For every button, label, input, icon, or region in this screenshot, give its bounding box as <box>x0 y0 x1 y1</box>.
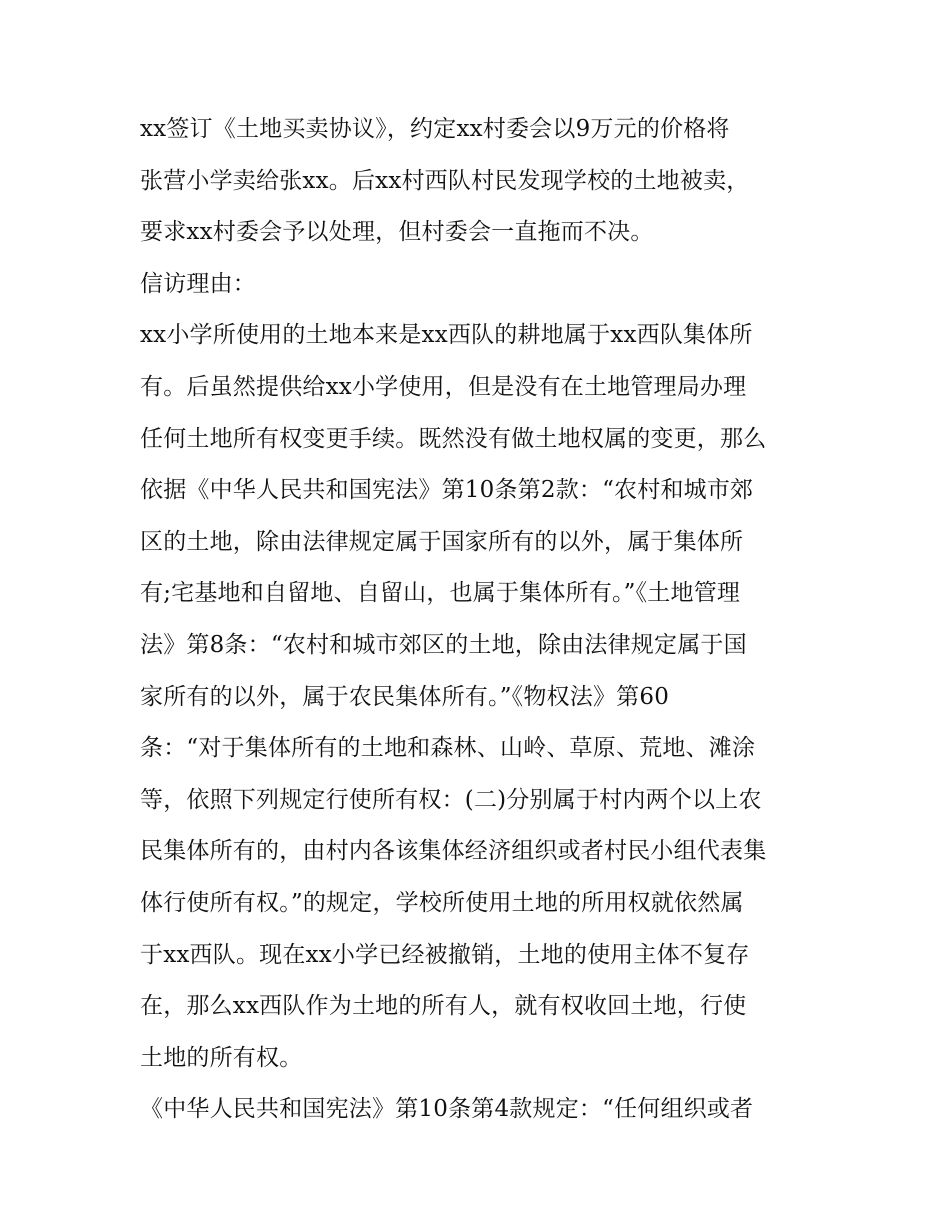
text-line: 张营小学卖给张xx。后xx村西队村民发现学校的土地被卖， <box>140 167 750 194</box>
text-line: 于xx西队。现在xx小学已经被撤销，土地的使用主体不复存 <box>140 941 750 968</box>
text-line: 等，依照下列规定行使所有权：(二)分别属于村内两个以上农 <box>140 786 762 813</box>
text-line: 条：“对于集体所有的土地和森林、山岭、草原、荒地、滩涂 <box>140 735 756 762</box>
document-body <box>140 104 820 1136</box>
text-line: 体行使所有权。”的规定，学校所使用土地的所用权就依然属 <box>140 889 744 916</box>
text-line: 土地的所有权。 <box>140 1044 303 1071</box>
text-line: 依据《中华人民共和国宪法》第10条第2款：“农村和城市郊 <box>140 477 754 504</box>
text-line: xx小学所使用的土地本来是xx西队的耕地属于xx西队集体所 <box>140 322 753 349</box>
text-line: xx签订《土地买卖协议》，约定xx村委会以9万元的价格将 <box>140 116 730 142</box>
text-line: 有。后虽然提供给xx小学使用，但是没有在土地管理局办理 <box>140 373 747 400</box>
text-line: 法》第8条：“农村和城市郊区的土地，除由法律规定属于国 <box>140 631 747 658</box>
section-heading: 信访理由： <box>140 270 256 297</box>
text-line: 民集体所有的，由村内各该集体经济组织或者村民小组代表集 <box>140 838 767 865</box>
text-line: 任何土地所有权变更手续。既然没有做土地权属的变更，那么 <box>140 425 767 452</box>
text-line: 在，那么xx西队作为土地的所有人，就有权收回土地，行使 <box>140 993 747 1020</box>
text-line: 有;宅基地和自留地、自留山，也属于集体所有。”《土地管理 <box>140 580 741 607</box>
text-line: 要求xx村委会予以处理，但村委会一直拖而不决。 <box>140 219 654 246</box>
text-line: 家所有的以外，属于农民集体所有。”《物权法》第60 <box>140 683 670 710</box>
text-line: 《中华人民共和国宪法》第10条第4款规定：“任何组织或者 <box>140 1096 754 1123</box>
text-line: 区的土地，除由法律规定属于国家所有的以外，属于集体所 <box>140 528 744 555</box>
